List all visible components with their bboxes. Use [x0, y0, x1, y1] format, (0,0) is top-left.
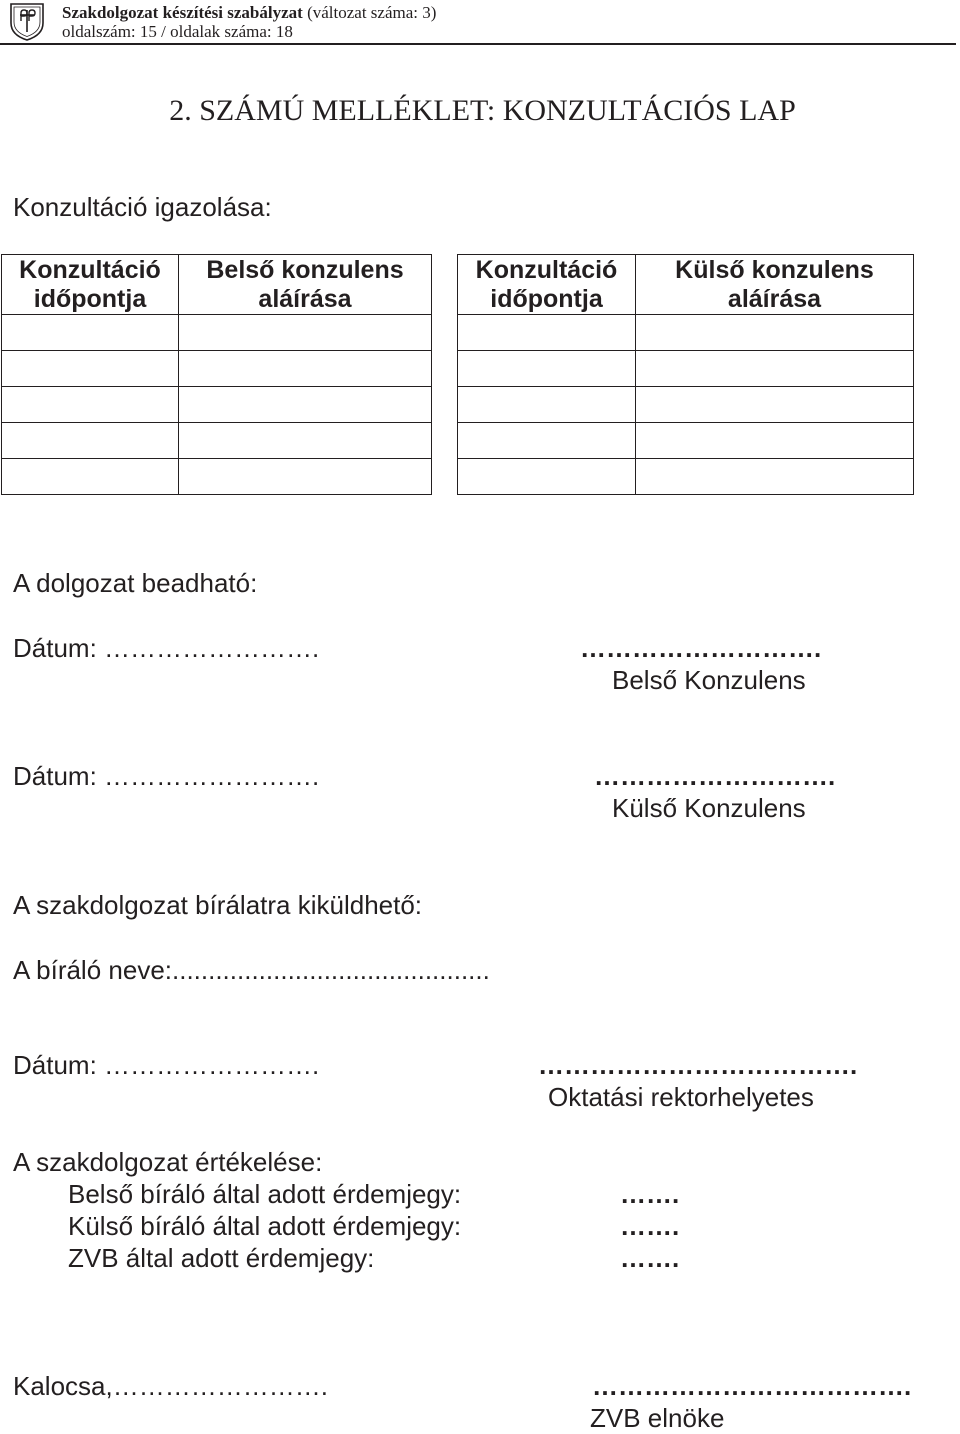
table-row	[458, 459, 914, 495]
signature-cell[interactable]	[636, 423, 914, 459]
header-version: (változat száma: 3)	[307, 3, 437, 22]
table-row	[458, 351, 914, 387]
external-signature-dots: ……………………….	[594, 761, 836, 791]
date-line-1	[13, 633, 319, 664]
signature-cell[interactable]	[179, 351, 432, 387]
reviewer-name-line: A bíráló neve:............................................	[13, 955, 490, 985]
external-consultation-table	[457, 254, 914, 495]
header-text: Konzultáció	[19, 255, 161, 284]
evaluation-heading: A szakdolgozat értékelése:	[13, 1147, 323, 1177]
date-dots: …………………….	[104, 633, 320, 663]
date-cell[interactable]	[2, 387, 179, 423]
header-text: aláírása	[258, 284, 352, 313]
date-cell[interactable]	[2, 459, 179, 495]
date-label: Dátum:	[13, 1050, 97, 1080]
date-cell[interactable]	[2, 315, 179, 351]
date-line-2	[13, 761, 319, 792]
date-cell[interactable]	[458, 387, 636, 423]
place-label: Kalocsa,	[13, 1371, 113, 1401]
external-grade-dots: …….	[620, 1211, 680, 1241]
external-consultant-label: Külső Konzulens	[612, 793, 806, 823]
external-grade-label: Külső bíráló által adott érdemjegy:	[68, 1211, 462, 1241]
table-row	[458, 315, 914, 351]
date-cell[interactable]	[458, 459, 636, 495]
date-line-3	[13, 1050, 319, 1081]
submit-heading: A dolgozat beadható:	[13, 568, 258, 598]
date-cell[interactable]	[458, 351, 636, 387]
signature-cell[interactable]	[636, 351, 914, 387]
chair-label: ZVB elnöke	[590, 1403, 725, 1433]
header-text: aláírása	[727, 284, 822, 313]
header-divider	[0, 43, 956, 45]
table-row	[2, 423, 432, 459]
committee-grade-dots: …….	[620, 1243, 680, 1273]
header-cell-signature	[636, 255, 914, 315]
table-row	[2, 387, 432, 423]
date-cell[interactable]	[2, 423, 179, 459]
table-row	[2, 315, 432, 351]
table-header-row	[2, 255, 432, 315]
header-text: Külső konzulens	[675, 255, 874, 284]
place-line	[13, 1371, 328, 1402]
header-doc-title	[62, 3, 436, 23]
date-cell[interactable]	[2, 351, 179, 387]
date-cell[interactable]	[458, 423, 636, 459]
date-dots: …………………….	[104, 1050, 320, 1080]
table-row	[2, 351, 432, 387]
vice-rector-signature-dots: ……………………………….	[538, 1050, 858, 1080]
signature-cell[interactable]	[636, 459, 914, 495]
signature-cell[interactable]	[179, 315, 432, 351]
chair-signature-dots: ……………………………….	[592, 1371, 912, 1401]
date-label: Dátum:	[13, 633, 97, 663]
date-label: Dátum:	[13, 761, 97, 791]
header-page-info: oldalszám: 15 / oldalak száma: 18	[62, 22, 293, 41]
vice-rector-label: Oktatási rektorhelyetes	[548, 1082, 814, 1112]
table-row	[2, 459, 432, 495]
internal-consultation-table	[1, 254, 432, 495]
signature-cell[interactable]	[636, 387, 914, 423]
header-text: Belső konzulens	[206, 255, 404, 284]
internal-grade-label: Belső bíráló által adott érdemjegy:	[68, 1179, 462, 1209]
table-header-row	[458, 255, 914, 315]
internal-consultant-label: Belső Konzulens	[612, 665, 806, 695]
institution-logo	[8, 1, 46, 41]
date-dots: …………………….	[104, 761, 320, 791]
header-cell-date	[458, 255, 636, 315]
header-text: időpontja	[33, 284, 147, 313]
header-title-bold: Szakdolgozat készítési szabályzat	[62, 3, 303, 22]
signature-cell[interactable]	[179, 423, 432, 459]
header-text: Konzultáció	[475, 255, 618, 284]
header-text: időpontja	[490, 284, 603, 313]
date-cell[interactable]	[458, 315, 636, 351]
signature-cell[interactable]	[179, 387, 432, 423]
internal-signature-dots: ……………………….	[580, 633, 822, 663]
signature-cell[interactable]	[179, 459, 432, 495]
header-cell-signature	[179, 255, 432, 315]
internal-grade-dots: …….	[620, 1179, 680, 1209]
table-row	[458, 423, 914, 459]
consultation-heading: Konzultáció igazolása:	[13, 192, 272, 222]
page-title: 2. SZÁMÚ MELLÉKLET: KONZULTÁCIÓS LAP	[169, 94, 796, 127]
table-row	[458, 387, 914, 423]
header-cell-date	[2, 255, 179, 315]
place-dots: …………………….	[112, 1371, 328, 1401]
review-heading: A szakdolgozat bírálatra kiküldhető:	[13, 890, 423, 920]
signature-cell[interactable]	[636, 315, 914, 351]
committee-grade-label: ZVB által adott érdemjegy:	[68, 1243, 375, 1273]
